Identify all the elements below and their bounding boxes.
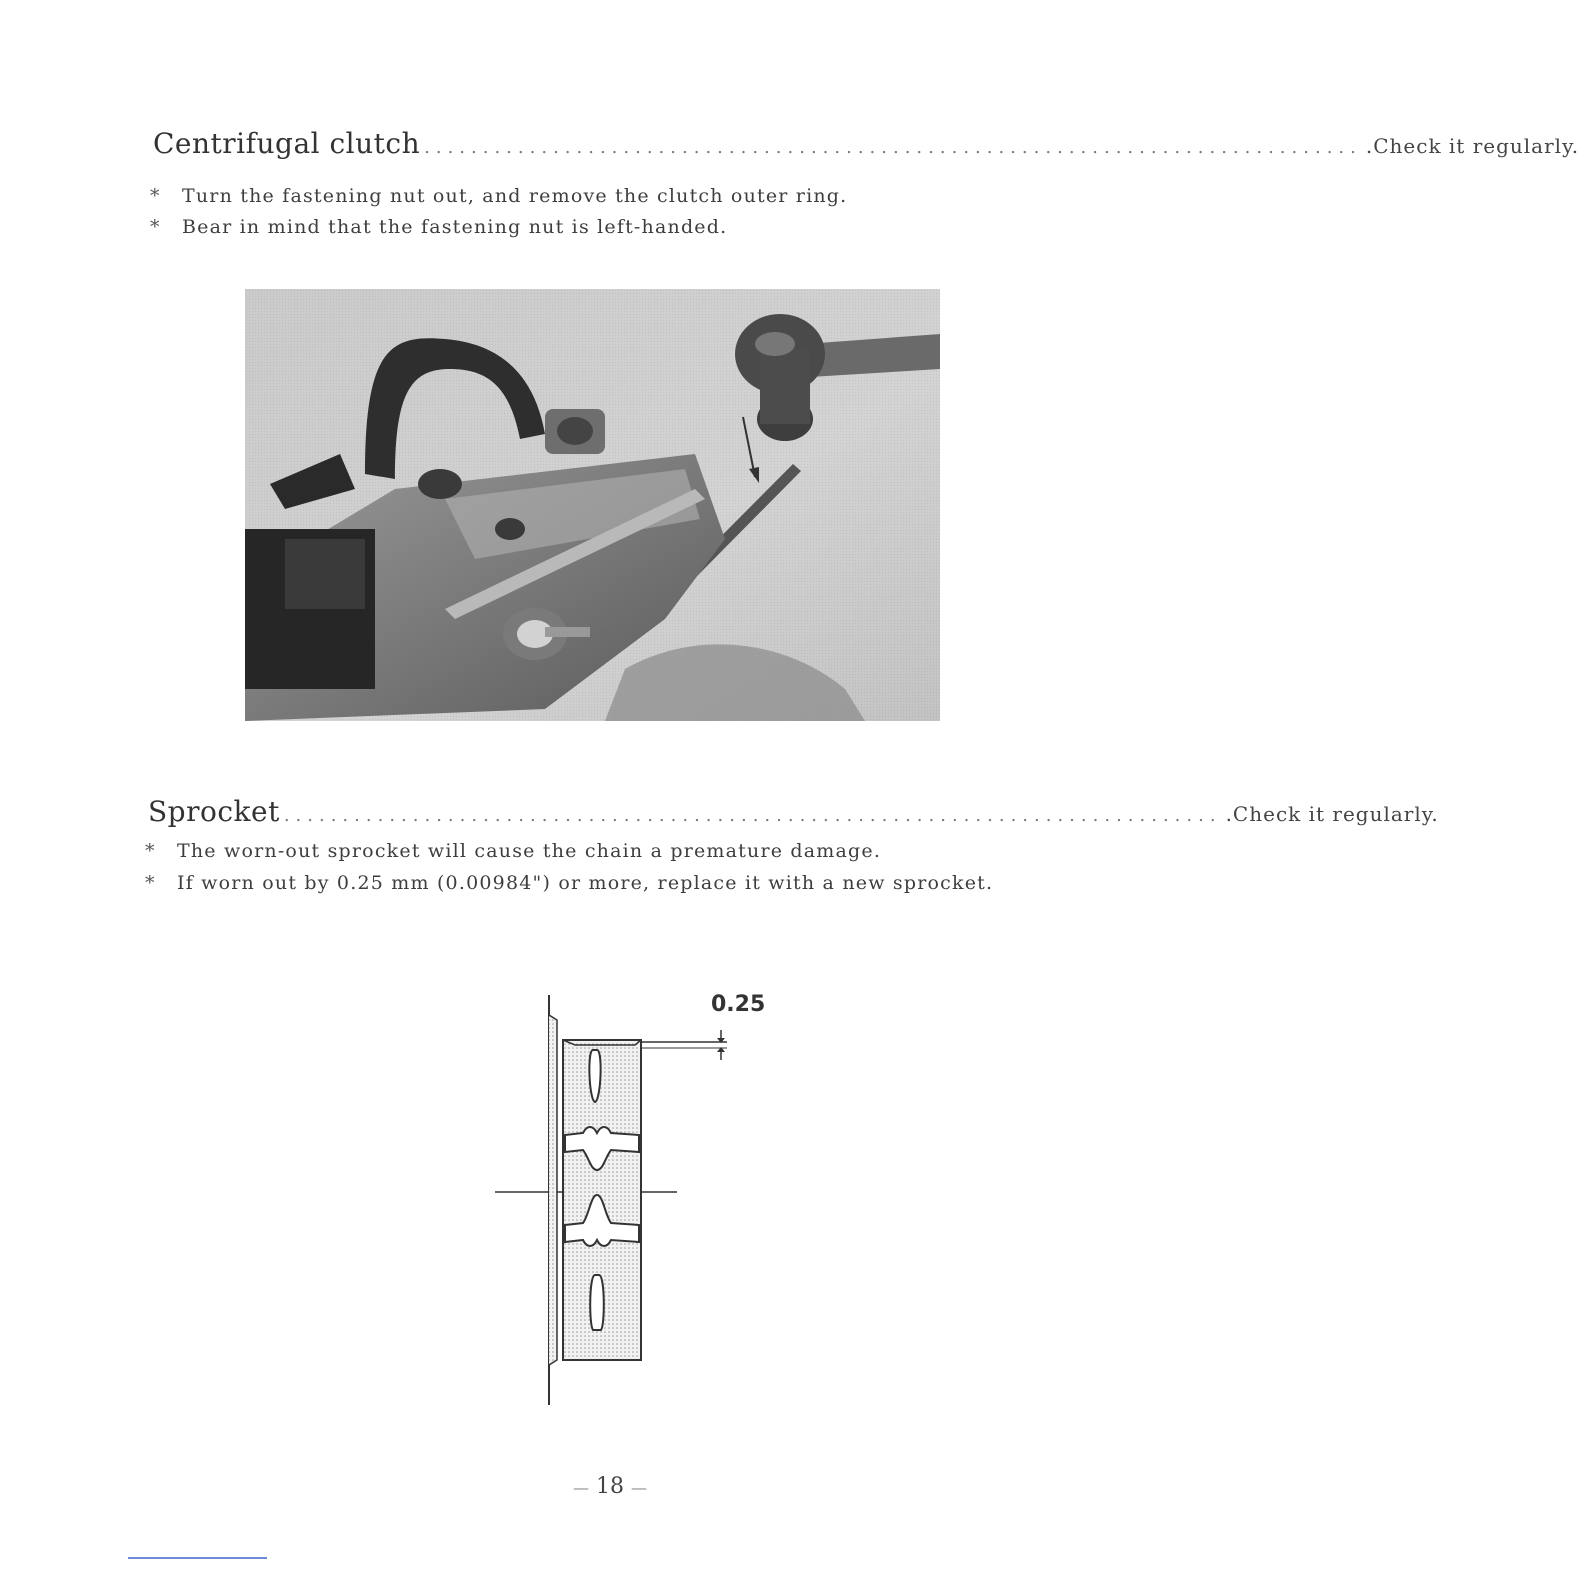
page-number xyxy=(540,1474,680,1499)
bullet-asterisk: * xyxy=(150,185,161,207)
dimension-label: 0.25 xyxy=(711,992,766,1017)
knob xyxy=(418,469,462,499)
sprocket-heading xyxy=(148,795,1439,828)
sprocket-bullet xyxy=(145,868,1065,898)
shaft xyxy=(545,627,590,637)
bullet-asterisk: * xyxy=(145,872,156,894)
clutch-bullet xyxy=(150,212,1050,242)
clutch-photo-svg xyxy=(245,289,940,721)
clutch-status: .Check it regularly. xyxy=(1365,134,1579,158)
hub-plate xyxy=(549,1015,557,1365)
bullet-asterisk: * xyxy=(145,840,156,862)
sprocket-bullet xyxy=(145,836,1065,866)
sprocket-tooth xyxy=(590,1275,604,1330)
clutch-heading xyxy=(153,127,1579,160)
sprocket-diagram xyxy=(495,990,795,1410)
sprocket-bullet-text: If worn out by 0.25 mm (0.00984") or more, replace it with a new sprocket. xyxy=(177,872,994,894)
page-number-value: 18 xyxy=(596,1474,624,1499)
sprocket-bullet-text: The worn-out sprocket will cause the chain a premature damage. xyxy=(177,840,882,862)
clutch-bullet xyxy=(150,181,1050,211)
clutch-leader-dots: ................................................................................ xyxy=(424,137,1362,158)
clutch-title: Centrifugal clutch xyxy=(153,127,421,160)
clutch-photo xyxy=(245,289,940,721)
knob xyxy=(495,518,525,540)
page-dash-left: — xyxy=(573,1478,589,1497)
sprocket-leader-dots: ................................................................................ xyxy=(283,805,1222,826)
footer-rule xyxy=(128,1557,267,1559)
sprocket-tooth xyxy=(589,1050,600,1102)
clutch-bullet-text: Bear in mind that the fastening nut is left-handed. xyxy=(182,216,728,238)
clutch-bullet-text: Turn the fastening nut out, and remove the clutch outer ring. xyxy=(182,185,848,207)
sprocket-title: Sprocket xyxy=(148,795,280,828)
page-dash-right: — xyxy=(631,1478,647,1497)
sprocket-status: .Check it regularly. xyxy=(1225,802,1439,826)
bullet-asterisk: * xyxy=(150,216,161,238)
sprocket-diagram-svg xyxy=(495,990,795,1410)
